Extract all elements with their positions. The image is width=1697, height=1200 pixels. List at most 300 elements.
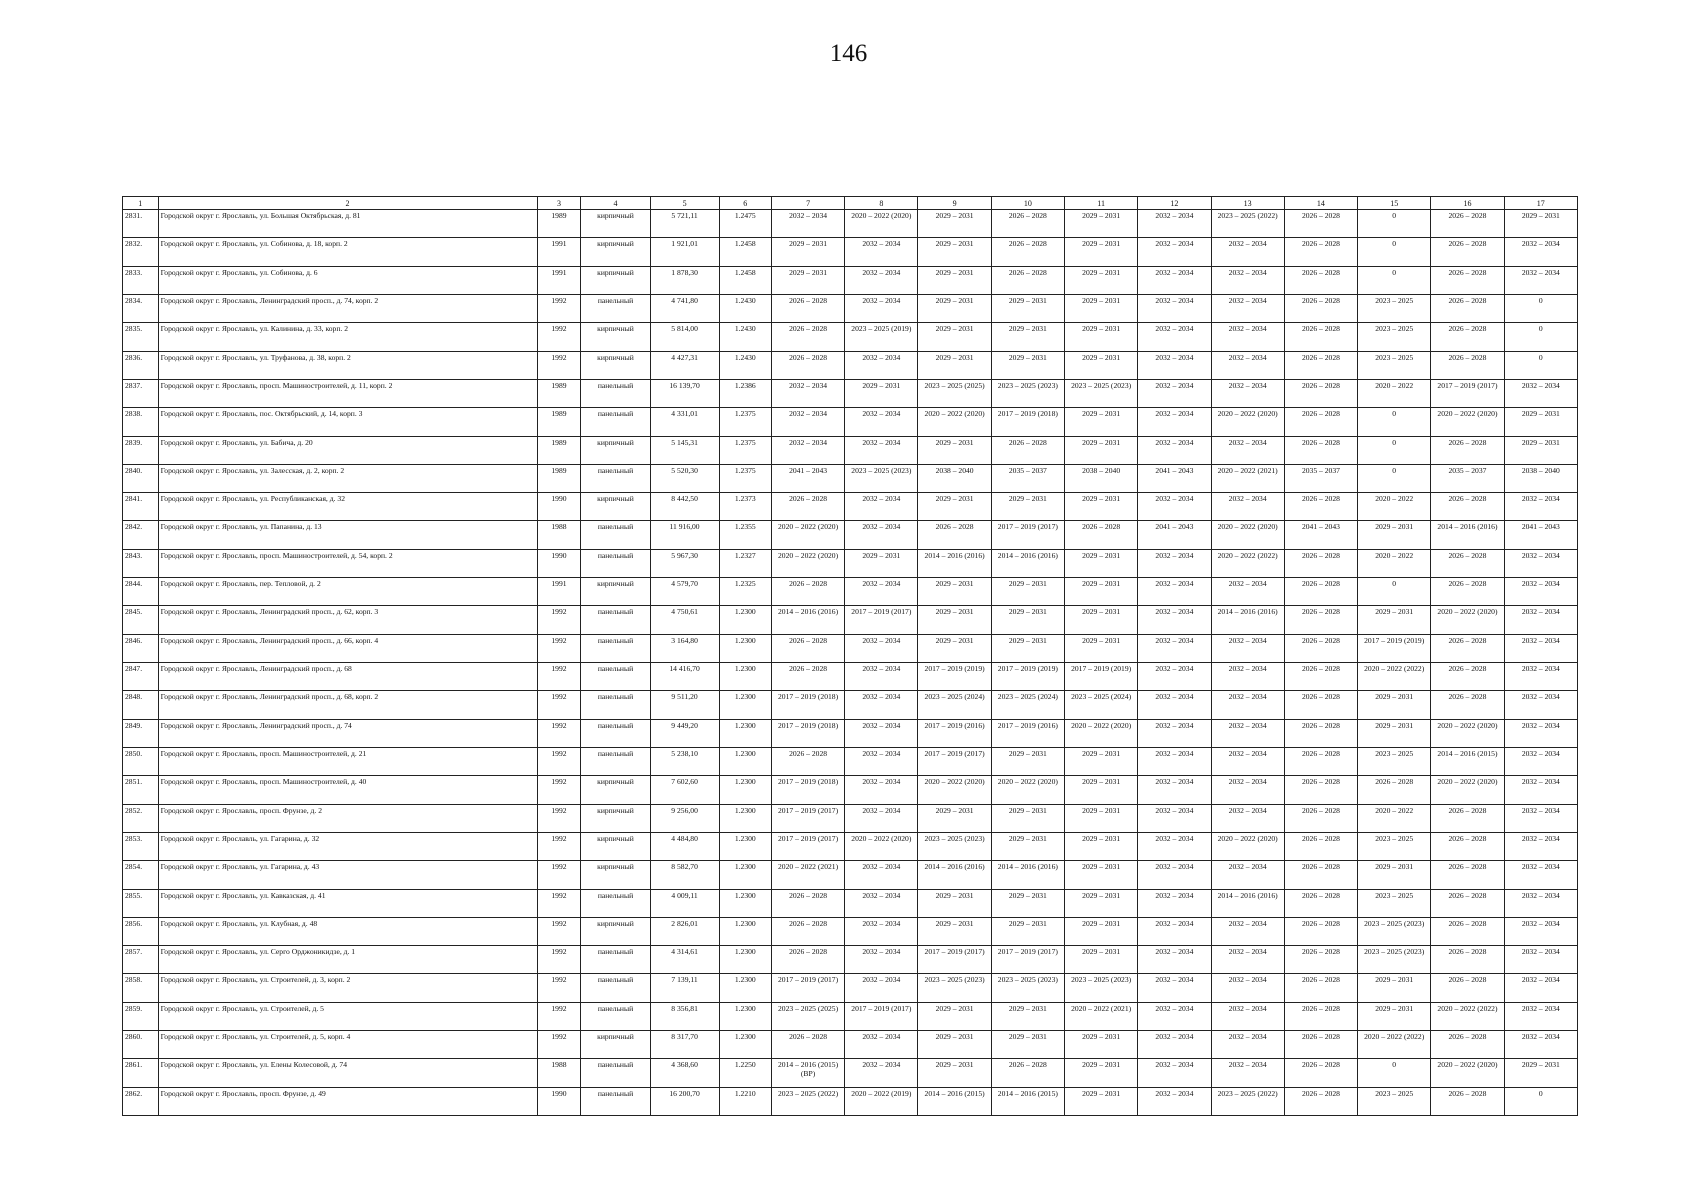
table-cell: 2032 – 2034 — [845, 578, 918, 606]
table-cell: 2023 – 2025 (2023) — [991, 379, 1064, 407]
table-cell: кирпичный — [581, 832, 650, 860]
table-cell: 1992 — [537, 776, 581, 804]
table-cell: 1.2355 — [719, 521, 771, 549]
table-cell: 2032 – 2034 — [1138, 747, 1211, 775]
table-cell: 2038 – 2040 — [1065, 464, 1138, 492]
table-cell: 2032 – 2034 — [1211, 238, 1284, 266]
table-cell: 4 314,61 — [650, 946, 719, 974]
table-cell: 4 331,01 — [650, 408, 719, 436]
table-cell: 2038 – 2040 — [1504, 464, 1577, 492]
table-cell: 2023 – 2025 (2022) — [1211, 210, 1284, 238]
table-cell: 1992 — [537, 1031, 581, 1059]
table-cell: 2032 – 2034 — [1504, 578, 1577, 606]
table-cell: 2029 – 2031 — [845, 549, 918, 577]
table-cell: 2023 – 2025 (2019) — [845, 323, 918, 351]
table-cell: 2020 – 2022 (2022) — [1431, 1002, 1504, 1030]
table-cell: 2017 – 2019 (2019) — [1358, 634, 1431, 662]
table-cell: 2023 – 2025 — [1358, 1087, 1431, 1115]
table-cell: кирпичный — [581, 238, 650, 266]
table-cell: 2032 – 2034 — [1138, 379, 1211, 407]
table-cell: 1.2375 — [719, 408, 771, 436]
address-cell: Городской округ г. Ярославль, Ленинградский просп., д. 68, корп. 2 — [158, 691, 537, 719]
table-cell: 1992 — [537, 1002, 581, 1030]
table-cell: 2026 – 2028 — [1284, 294, 1357, 322]
row-number-cell: 2853. — [123, 832, 159, 860]
table-row — [123, 294, 1578, 322]
table-cell: панельный — [581, 889, 650, 917]
table-cell: 2029 – 2031 — [1504, 436, 1577, 464]
column-header-7: 7 — [771, 197, 844, 210]
address-cell: Городской округ г. Ярославль, Ленинградский просп., д. 74, корп. 2 — [158, 294, 537, 322]
table-cell: 1989 — [537, 436, 581, 464]
table-cell: кирпичный — [581, 861, 650, 889]
table-cell: 2032 – 2034 — [1138, 294, 1211, 322]
address-cell: Городской округ г. Ярославль, просп. Машиностроителей, д. 40 — [158, 776, 537, 804]
table-cell: 2032 – 2034 — [1211, 719, 1284, 747]
table-cell: 2023 – 2025 (2022) — [1211, 1087, 1284, 1115]
table-cell: 2017 – 2019 (2017) — [918, 747, 991, 775]
table-cell: 2032 – 2034 — [1138, 1087, 1211, 1115]
table-cell: 2041 – 2043 — [771, 464, 844, 492]
table-cell: 2029 – 2031 — [1065, 776, 1138, 804]
table-row — [123, 379, 1578, 407]
table-cell: 1992 — [537, 804, 581, 832]
table-cell: 2023 – 2025 (2024) — [918, 691, 991, 719]
table-cell: 2032 – 2034 — [1138, 266, 1211, 294]
table-cell: 2026 – 2028 — [1431, 578, 1504, 606]
table-row — [123, 634, 1578, 662]
table-cell: 2029 – 2031 — [845, 379, 918, 407]
table-cell: панельный — [581, 747, 650, 775]
table-cell: 1992 — [537, 323, 581, 351]
table-cell: 0 — [1358, 464, 1431, 492]
table-cell: 2029 – 2031 — [1358, 974, 1431, 1002]
table-cell: кирпичный — [581, 578, 650, 606]
table-cell: 2032 – 2034 — [771, 379, 844, 407]
table-cell: 2029 – 2031 — [991, 917, 1064, 945]
table-cell: 2020 – 2022 — [1358, 379, 1431, 407]
column-header-9: 9 — [918, 197, 991, 210]
table-cell: 1.2458 — [719, 266, 771, 294]
table-cell: 2032 – 2034 — [1504, 1031, 1577, 1059]
table-cell: 8 356,81 — [650, 1002, 719, 1030]
table-cell: 2026 – 2028 — [1431, 436, 1504, 464]
table-cell: 2032 – 2034 — [845, 493, 918, 521]
table-cell: кирпичный — [581, 351, 650, 379]
table-cell: 2029 – 2031 — [1065, 747, 1138, 775]
table-cell: 1989 — [537, 210, 581, 238]
table-cell: 2029 – 2031 — [918, 917, 991, 945]
table-cell: 1.2458 — [719, 238, 771, 266]
table-cell: 1.2300 — [719, 917, 771, 945]
table-cell: 2026 – 2028 — [1284, 1002, 1357, 1030]
table-cell: 2041 – 2043 — [1138, 464, 1211, 492]
table-cell: 2029 – 2031 — [1065, 946, 1138, 974]
table-cell: 2029 – 2031 — [1065, 832, 1138, 860]
address-cell: Городской округ г. Ярославль, ул. Строителей, д. 5 — [158, 1002, 537, 1030]
table-cell: 2032 – 2034 — [1504, 606, 1577, 634]
table-cell: 2032 – 2034 — [1504, 663, 1577, 691]
table-row — [123, 1087, 1578, 1115]
table-cell: 2032 – 2034 — [1138, 917, 1211, 945]
table-cell: 2032 – 2034 — [1211, 266, 1284, 294]
table-cell: 2020 – 2022 — [1358, 549, 1431, 577]
table-row — [123, 946, 1578, 974]
table-cell: 1.2300 — [719, 663, 771, 691]
table-row — [123, 464, 1578, 492]
row-number-cell: 2859. — [123, 1002, 159, 1030]
table-cell: панельный — [581, 606, 650, 634]
table-cell: 2026 – 2028 — [1431, 917, 1504, 945]
table-cell: 2026 – 2028 — [918, 521, 991, 549]
table-cell: 16 139,70 — [650, 379, 719, 407]
table-cell: 2032 – 2034 — [1504, 974, 1577, 1002]
table-cell: 1.2300 — [719, 776, 771, 804]
table-cell: 2026 – 2028 — [1284, 861, 1357, 889]
column-header-3: 3 — [537, 197, 581, 210]
row-number-cell: 2834. — [123, 294, 159, 322]
table-cell: 4 427,31 — [650, 351, 719, 379]
table-cell: 8 582,70 — [650, 861, 719, 889]
table-cell: 2017 – 2019 (2018) — [771, 719, 844, 747]
table-cell: кирпичный — [581, 323, 650, 351]
table-cell: 2032 – 2034 — [1504, 549, 1577, 577]
table-cell: 2032 – 2034 — [845, 917, 918, 945]
table-cell: 2023 – 2025 (2023) — [1065, 974, 1138, 1002]
table-body — [123, 210, 1578, 1116]
row-number-cell: 2837. — [123, 379, 159, 407]
table-cell: 2032 – 2034 — [1211, 917, 1284, 945]
table-cell: 2032 – 2034 — [1504, 889, 1577, 917]
table-cell: 1.2250 — [719, 1059, 771, 1087]
table-row — [123, 1031, 1578, 1059]
table-cell: 2023 – 2025 (2025) — [918, 379, 991, 407]
table-row — [123, 1059, 1578, 1087]
table-cell: 1.2300 — [719, 1031, 771, 1059]
table-row — [123, 889, 1578, 917]
row-number-cell: 2844. — [123, 578, 159, 606]
table-cell: 2032 – 2034 — [845, 1059, 918, 1087]
table-cell: 2029 – 2031 — [918, 1059, 991, 1087]
row-number-cell: 2861. — [123, 1059, 159, 1087]
table-cell: 2026 – 2028 — [1284, 804, 1357, 832]
table-cell: 2032 – 2034 — [1211, 379, 1284, 407]
table-cell: 2029 – 2031 — [1065, 436, 1138, 464]
table-cell: 4 009,11 — [650, 889, 719, 917]
table-row — [123, 917, 1578, 945]
table-cell: 2023 – 2025 — [1358, 323, 1431, 351]
table-cell: 1992 — [537, 719, 581, 747]
table-cell: кирпичный — [581, 210, 650, 238]
table-cell: 2032 – 2034 — [845, 351, 918, 379]
table-cell: 2032 – 2034 — [1138, 663, 1211, 691]
table-cell: 2032 – 2034 — [845, 804, 918, 832]
table-cell: 2026 – 2028 — [771, 634, 844, 662]
table-cell: 2029 – 2031 — [1065, 238, 1138, 266]
table-cell: 1992 — [537, 294, 581, 322]
table-cell: 1.2475 — [719, 210, 771, 238]
table-cell: 5 145,31 — [650, 436, 719, 464]
table-cell: 2032 – 2034 — [845, 776, 918, 804]
table-cell: 5 967,30 — [650, 549, 719, 577]
row-number-cell: 2860. — [123, 1031, 159, 1059]
address-cell: Городской округ г. Ярославль, ул. Труфанова, д. 38, корп. 2 — [158, 351, 537, 379]
page-number: 146 — [829, 40, 868, 67]
table-cell: 1.2300 — [719, 606, 771, 634]
table-cell: 1.2373 — [719, 493, 771, 521]
table-row — [123, 719, 1578, 747]
table-cell: 1992 — [537, 861, 581, 889]
table-cell: 2020 – 2022 (2020) — [1211, 521, 1284, 549]
table-cell: 2032 – 2034 — [1138, 946, 1211, 974]
table-cell: 2017 – 2019 (2017) — [771, 804, 844, 832]
table-cell: 0 — [1358, 266, 1431, 294]
table-cell: 1988 — [537, 521, 581, 549]
table-row — [123, 663, 1578, 691]
address-cell: Городской округ г. Ярославль, ул. Папанина, д. 13 — [158, 521, 537, 549]
table-cell: 2026 – 2028 — [771, 747, 844, 775]
table-cell: 2032 – 2034 — [1138, 606, 1211, 634]
table-cell: 1.2386 — [719, 379, 771, 407]
table-cell: 2026 – 2028 — [1284, 747, 1357, 775]
table-cell: 1.2325 — [719, 578, 771, 606]
table-cell: 4 368,60 — [650, 1059, 719, 1087]
row-number-cell: 2857. — [123, 946, 159, 974]
table-cell: 2032 – 2034 — [1504, 691, 1577, 719]
housing-repair-schedule-table — [122, 196, 1578, 1116]
column-header-4: 4 — [581, 197, 650, 210]
table-cell: 2032 – 2034 — [1211, 804, 1284, 832]
table-row — [123, 351, 1578, 379]
table-cell: 2035 – 2037 — [1284, 464, 1357, 492]
table-cell: 2026 – 2028 — [1284, 917, 1357, 945]
table-cell: 2014 – 2016 (2015) — [991, 1087, 1064, 1115]
table-cell: 1.2430 — [719, 323, 771, 351]
table-cell: 2014 – 2016 (2016) — [1211, 606, 1284, 634]
table-cell: 2032 – 2034 — [1504, 266, 1577, 294]
table-row — [123, 974, 1578, 1002]
table-cell: 2026 – 2028 — [1284, 351, 1357, 379]
table-cell: 2017 – 2019 (2019) — [1065, 663, 1138, 691]
table-cell: 2020 – 2022 (2020) — [845, 832, 918, 860]
row-number-cell: 2858. — [123, 974, 159, 1002]
address-cell: Городской округ г. Ярославль, ул. Большая Октябрьская, д. 81 — [158, 210, 537, 238]
table-cell: 2032 – 2034 — [1138, 493, 1211, 521]
table-cell: 2026 – 2028 — [1284, 776, 1357, 804]
table-cell: 2029 – 2031 — [991, 832, 1064, 860]
table-row — [123, 747, 1578, 775]
table-cell: 1992 — [537, 889, 581, 917]
table-cell: 2041 – 2043 — [1284, 521, 1357, 549]
table-cell: 2032 – 2034 — [1504, 861, 1577, 889]
table-cell: 2032 – 2034 — [845, 974, 918, 1002]
table-cell: 2017 – 2019 (2016) — [918, 719, 991, 747]
table-cell: 2023 – 2025 (2023) — [991, 974, 1064, 1002]
table-cell: 2032 – 2034 — [845, 861, 918, 889]
row-number-cell: 2842. — [123, 521, 159, 549]
table-cell: 2029 – 2031 — [918, 294, 991, 322]
table-cell: кирпичный — [581, 1031, 650, 1059]
table-cell: 1992 — [537, 917, 581, 945]
table-cell: панельный — [581, 1087, 650, 1115]
table-cell: 2020 – 2022 (2021) — [1211, 464, 1284, 492]
table-cell: 4 750,61 — [650, 606, 719, 634]
table-cell: 2029 – 2031 — [918, 578, 991, 606]
table-cell: 2026 – 2028 — [1284, 606, 1357, 634]
table-cell: 2026 – 2028 — [1284, 408, 1357, 436]
table-cell: 2026 – 2028 — [991, 238, 1064, 266]
table-cell: 2026 – 2028 — [1284, 663, 1357, 691]
table-cell: 2026 – 2028 — [991, 266, 1064, 294]
table-cell: 2029 – 2031 — [1358, 606, 1431, 634]
address-cell: Городской округ г. Ярославль, ул. Строителей, д. 5, корп. 4 — [158, 1031, 537, 1059]
table-cell: 2032 – 2034 — [1211, 946, 1284, 974]
table-cell: 2026 – 2028 — [1284, 210, 1357, 238]
table-cell: 2032 – 2034 — [845, 691, 918, 719]
table-cell: 2026 – 2028 — [1284, 946, 1357, 974]
table-cell: 8 442,50 — [650, 493, 719, 521]
table-row — [123, 436, 1578, 464]
address-cell: Городской округ г. Ярославль, Ленинградский просп., д. 68 — [158, 663, 537, 691]
table-cell: 2032 – 2034 — [771, 408, 844, 436]
table-cell: 2026 – 2028 — [1284, 1031, 1357, 1059]
table-cell: 2032 – 2034 — [1504, 1002, 1577, 1030]
row-number-cell: 2856. — [123, 917, 159, 945]
table-cell: 2029 – 2031 — [1065, 634, 1138, 662]
row-number-cell: 2836. — [123, 351, 159, 379]
address-cell: Городской округ г. Ярославль, просп. Машиностроителей, д. 21 — [158, 747, 537, 775]
table-cell: 2032 – 2034 — [1504, 719, 1577, 747]
table-cell: 1990 — [537, 549, 581, 577]
table-cell: 2014 – 2016 (2016) — [1431, 521, 1504, 549]
table-row — [123, 776, 1578, 804]
table-cell: 2032 – 2034 — [845, 1031, 918, 1059]
table-cell: 1.2300 — [719, 861, 771, 889]
table-cell: 2029 – 2031 — [991, 747, 1064, 775]
column-header-17: 17 — [1504, 197, 1577, 210]
address-cell: Городской округ г. Ярославль, ул. Калинина, д. 33, корп. 2 — [158, 323, 537, 351]
table-cell: 2032 – 2034 — [1138, 776, 1211, 804]
table-cell: 2026 – 2028 — [1284, 493, 1357, 521]
row-number-cell: 2851. — [123, 776, 159, 804]
table-cell: 0 — [1504, 351, 1577, 379]
table-cell: 2023 – 2025 (2022) — [771, 1087, 844, 1115]
table-row — [123, 1002, 1578, 1030]
table-cell: панельный — [581, 1002, 650, 1030]
row-number-cell: 2849. — [123, 719, 159, 747]
table-cell: 2029 – 2031 — [991, 1002, 1064, 1030]
table-cell: 2026 – 2028 — [1431, 549, 1504, 577]
table-cell: 2032 – 2034 — [1138, 719, 1211, 747]
table-cell: 2032 – 2034 — [1211, 974, 1284, 1002]
table-cell: 2017 – 2019 (2017) — [991, 521, 1064, 549]
table-cell: 4 484,80 — [650, 832, 719, 860]
table-cell: кирпичный — [581, 804, 650, 832]
table-cell: 2023 – 2025 (2023) — [918, 832, 991, 860]
table-row — [123, 210, 1578, 238]
table-row — [123, 521, 1578, 549]
table-cell: 2026 – 2028 — [1431, 946, 1504, 974]
table-cell: 2029 – 2031 — [991, 889, 1064, 917]
table-cell: 2020 – 2022 (2020) — [1211, 408, 1284, 436]
table-cell: 2029 – 2031 — [991, 804, 1064, 832]
table-cell: 8 317,70 — [650, 1031, 719, 1059]
table-cell: панельный — [581, 549, 650, 577]
table-cell: 2032 – 2034 — [1504, 238, 1577, 266]
table-cell: 2026 – 2028 — [991, 1059, 1064, 1087]
table-cell: 2029 – 2031 — [991, 578, 1064, 606]
table-cell: 0 — [1358, 436, 1431, 464]
table-cell: 2032 – 2034 — [1504, 776, 1577, 804]
table-cell: 2020 – 2022 (2020) — [1431, 776, 1504, 804]
table-cell: 2029 – 2031 — [1065, 861, 1138, 889]
table-cell: 2041 – 2043 — [1138, 521, 1211, 549]
table-cell: 2029 – 2031 — [1358, 861, 1431, 889]
table-cell: 2032 – 2034 — [1138, 691, 1211, 719]
table-cell: панельный — [581, 408, 650, 436]
table-cell: 2023 – 2025 — [1358, 747, 1431, 775]
table-cell: 2032 – 2034 — [1211, 1031, 1284, 1059]
table-cell: 2026 – 2028 — [771, 663, 844, 691]
table-cell: 2014 – 2016 (2016) — [1211, 889, 1284, 917]
table-cell: 1990 — [537, 493, 581, 521]
table-cell: 2032 – 2034 — [1504, 946, 1577, 974]
table-cell: 2032 – 2034 — [1138, 436, 1211, 464]
table-cell: 2029 – 2031 — [1065, 889, 1138, 917]
row-number-cell: 2831. — [123, 210, 159, 238]
table-cell: 1.2430 — [719, 294, 771, 322]
table-cell: 2020 – 2022 (2020) — [991, 776, 1064, 804]
table-cell: 2026 – 2028 — [991, 436, 1064, 464]
table-cell: 2 826,01 — [650, 917, 719, 945]
table-cell: 2029 – 2031 — [1065, 917, 1138, 945]
table-cell: 2029 – 2031 — [1065, 294, 1138, 322]
table-cell: 2029 – 2031 — [918, 889, 991, 917]
row-number-cell: 2848. — [123, 691, 159, 719]
table-cell: панельный — [581, 464, 650, 492]
table-cell: 2035 – 2037 — [1431, 464, 1504, 492]
table-cell: 2032 – 2034 — [1138, 578, 1211, 606]
table-cell: 2014 – 2016 (2015) — [1431, 747, 1504, 775]
table-cell: 2032 – 2034 — [1211, 776, 1284, 804]
table-cell: 1 878,30 — [650, 266, 719, 294]
table-row — [123, 493, 1578, 521]
column-header-12: 12 — [1138, 197, 1211, 210]
table-cell: 2026 – 2028 — [1065, 521, 1138, 549]
table-cell: 1.2300 — [719, 974, 771, 1002]
table-cell: 2029 – 2031 — [991, 1031, 1064, 1059]
table-cell: 2041 – 2043 — [1504, 521, 1577, 549]
table-cell: 2032 – 2034 — [1211, 436, 1284, 464]
address-cell: Городской округ г. Ярославль, ул. Клубная, д. 48 — [158, 917, 537, 945]
table-cell: 2029 – 2031 — [771, 266, 844, 294]
table-cell: 2029 – 2031 — [918, 323, 991, 351]
row-number-cell: 2847. — [123, 663, 159, 691]
table-cell: 2023 – 2025 (2023) — [1358, 946, 1431, 974]
table-cell: 2032 – 2034 — [1504, 493, 1577, 521]
table-cell: 2032 – 2034 — [1138, 549, 1211, 577]
table-cell: 0 — [1358, 578, 1431, 606]
table-cell: 1992 — [537, 946, 581, 974]
table-cell: панельный — [581, 946, 650, 974]
table-cell: 2026 – 2028 — [771, 351, 844, 379]
table-cell: 1.2300 — [719, 832, 771, 860]
table-cell: 1991 — [537, 238, 581, 266]
table-cell: 2032 – 2034 — [1138, 351, 1211, 379]
table-cell: 2029 – 2031 — [1358, 719, 1431, 747]
table-cell: 2029 – 2031 — [918, 238, 991, 266]
table-cell: 2026 – 2028 — [1284, 323, 1357, 351]
